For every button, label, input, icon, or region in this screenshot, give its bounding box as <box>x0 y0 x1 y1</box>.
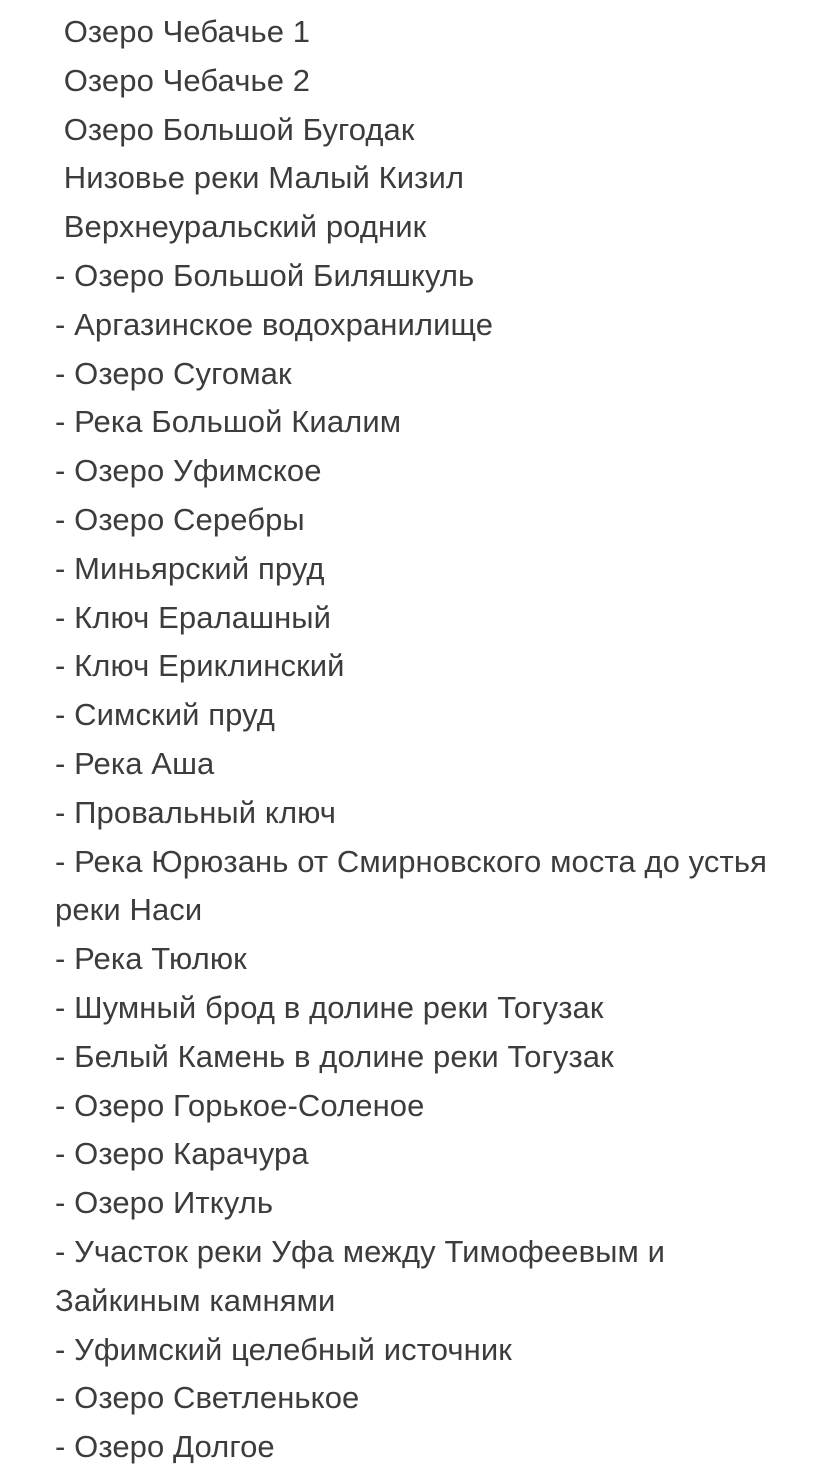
list-item: - Шумный брод в долине реки Тогузак <box>55 989 604 1025</box>
list-item: - Симский пруд <box>55 697 275 733</box>
list-item: - Аргазинское водохранилище <box>55 306 494 342</box>
list-item: - Ключ Ериклинский <box>55 648 345 684</box>
list-item: - Белый Камень в долине реки Тогузак <box>55 1038 614 1074</box>
list-item: - Река Юрюзань от Смирновского моста до устья реки Наси <box>55 843 776 928</box>
list-item: - Озеро Карачура <box>55 1136 309 1172</box>
list-item: Озеро Большой Бугодак <box>55 111 415 147</box>
list-item: - Миньярский пруд <box>55 550 325 586</box>
list-item: - Озеро Уфимское <box>55 453 322 489</box>
list-item: Озеро Чебачье 2 <box>55 62 311 98</box>
list-item: - Участок реки Уфа между Тимофеевым и Зайкиным камнями <box>55 1233 674 1318</box>
list-item: - Озеро Большой Биляшкуль <box>55 257 475 293</box>
list-item: - Ключ Ералашный <box>55 599 332 635</box>
list-item: - Озеро Долгое <box>55 1429 275 1465</box>
list-item: Низовье реки Малый Кизил <box>55 160 465 196</box>
list-item: - Река Тюлюк <box>55 941 247 977</box>
list-item: Озеро Чебачье 1 <box>55 14 311 49</box>
list-item: - Провальный ключ <box>55 794 337 830</box>
list-item: - Озеро Серебры <box>55 501 305 537</box>
list-item: - Река Аша <box>55 745 215 781</box>
list-item: Верхнеуральский родник <box>55 209 427 245</box>
list-item: - Озеро Сугомак <box>55 355 292 391</box>
list-item: - Озеро Горькое-Соленое <box>55 1087 425 1123</box>
list-item: - Река Большой Киалим <box>55 404 402 440</box>
list-item: - Озеро Светленькое <box>55 1380 360 1416</box>
list-item: - Озеро Иткуль <box>55 1185 274 1221</box>
list-item: - Уфимский целебный источник <box>55 1331 512 1367</box>
note-text-list <box>55 8 775 1472</box>
